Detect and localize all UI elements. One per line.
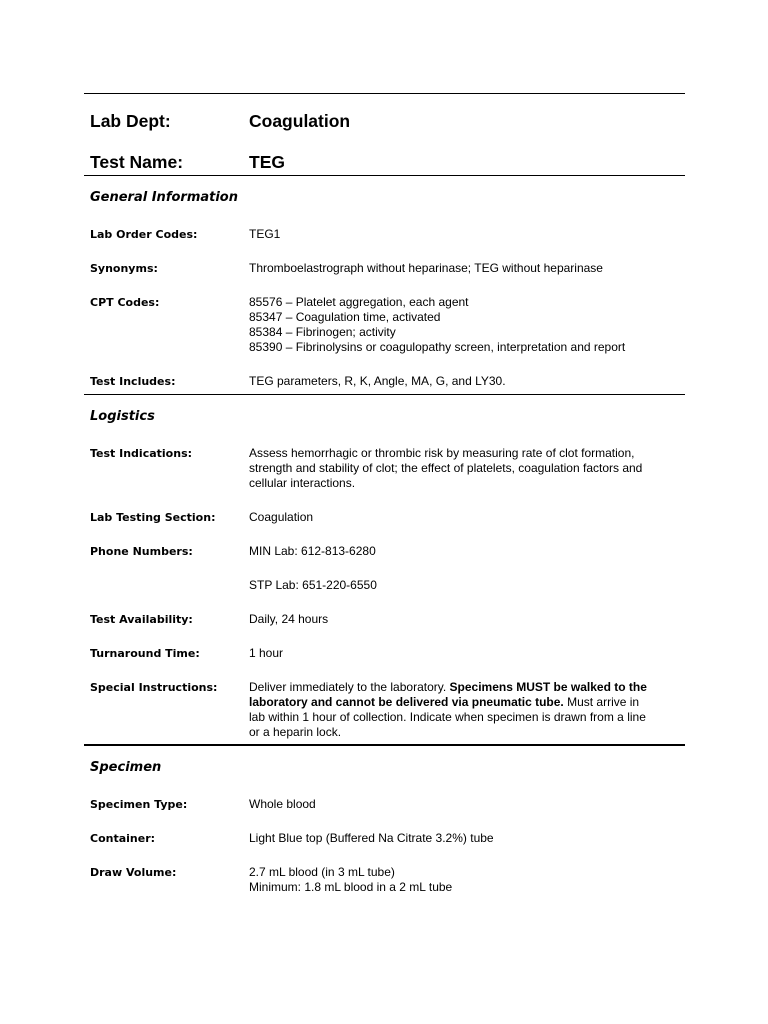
cpt-code-line: 85384 – Fibrinogen; activity (249, 325, 396, 339)
lab-dept-label: Lab Dept: (90, 111, 171, 131)
lab-testing-section-label: Lab Testing Section: (90, 511, 216, 524)
specimen-type-label: Specimen Type: (90, 798, 188, 811)
synonyms-value: Thromboelastrograph without heparinase; TEG without heparinase (249, 261, 603, 275)
test-indications-row (84, 446, 685, 491)
draw-volume-row (84, 865, 685, 895)
turnaround-time-value: 1 hour (249, 646, 284, 660)
test-availability-label: Test Availability: (90, 613, 193, 626)
lab-dept-row (84, 94, 685, 134)
draw-volume-line: Minimum: 1.8 mL blood in a 2 mL tube (249, 880, 453, 894)
test-name-value: TEG (249, 152, 285, 172)
lab-order-codes-label: Lab Order Codes: (90, 228, 198, 241)
special-instructions-text: Deliver immediately to the laboratory. (249, 680, 450, 694)
special-instructions-row (84, 680, 685, 740)
cpt-code-line: 85576 – Platelet aggregation, each agent (249, 295, 469, 309)
special-instructions-emphasis: laboratory and cannot be delivered via pneumatic tube. (249, 695, 564, 709)
test-indications-line: Assess hemorrhagic or thrombic risk by measuring rate of clot formation, (249, 446, 635, 460)
specimen-type-value: Whole blood (249, 797, 316, 811)
logistics-heading: Logistics (90, 409, 155, 424)
cpt-code-line: 85347 – Coagulation time, activated (249, 310, 441, 324)
container-row (84, 831, 685, 846)
synonyms-label: Synonyms: (90, 262, 158, 275)
turnaround-time-row (84, 646, 685, 661)
draw-volume-label: Draw Volume: (90, 866, 177, 879)
phone-numbers-label: Phone Numbers: (90, 545, 193, 558)
draw-volume-line: 2.7 mL blood (in 3 mL tube) (249, 865, 395, 879)
phone-min-lab: MIN Lab: 612-813-6280 (249, 544, 376, 558)
special-instructions-emphasis: Specimens MUST be walked to the (449, 680, 647, 694)
special-instructions-text: lab within 1 hour of collection. Indicate when specimen is drawn from a line (249, 710, 646, 724)
test-name-row (84, 134, 685, 175)
test-name-label: Test Name: (90, 152, 184, 172)
specimen-heading: Specimen (90, 760, 162, 775)
special-instructions-label: Special Instructions: (90, 681, 218, 694)
test-includes-row (84, 374, 685, 389)
test-indications-line: cellular interactions. (249, 476, 356, 490)
turnaround-time-label: Turnaround Time: (90, 647, 200, 660)
phone-stp-lab: STP Lab: 651-220-6550 (249, 578, 377, 592)
test-availability-value: Daily, 24 hours (249, 612, 329, 626)
lab-testing-section-row (84, 510, 685, 525)
cpt-codes-label: CPT Codes: (90, 296, 160, 309)
test-includes-value: TEG parameters, R, K, Angle, MA, G, and LY30. (249, 374, 506, 388)
cpt-codes-row (84, 295, 685, 355)
lab-order-codes-row (84, 227, 685, 242)
test-availability-row (84, 612, 685, 627)
lab-order-codes-value: TEG1 (249, 227, 281, 241)
test-indications-label: Test Indications: (90, 447, 193, 460)
lab-dept-value: Coagulation (249, 111, 351, 131)
specimen-type-row (84, 797, 685, 812)
test-indications-line: strength and stability of clot; the effect of platelets, coagulation factors and (249, 461, 643, 475)
container-value: Light Blue top (Buffered Na Citrate 3.2%) tube (249, 831, 494, 845)
special-instructions-text: or a heparin lock. (249, 725, 342, 739)
general-information-heading: General Information (90, 190, 238, 205)
test-includes-label: Test Includes: (90, 375, 176, 388)
container-label: Container: (90, 832, 156, 845)
synonyms-row (84, 261, 685, 276)
special-instructions-text: Must arrive in (563, 695, 640, 709)
phone-numbers-row (84, 544, 685, 593)
cpt-code-line: 85390 – Fibrinolysins or coagulopathy screen, interpretation and report (249, 340, 626, 354)
lab-testing-section-value: Coagulation (249, 510, 314, 524)
lab-test-document (84, 93, 685, 895)
